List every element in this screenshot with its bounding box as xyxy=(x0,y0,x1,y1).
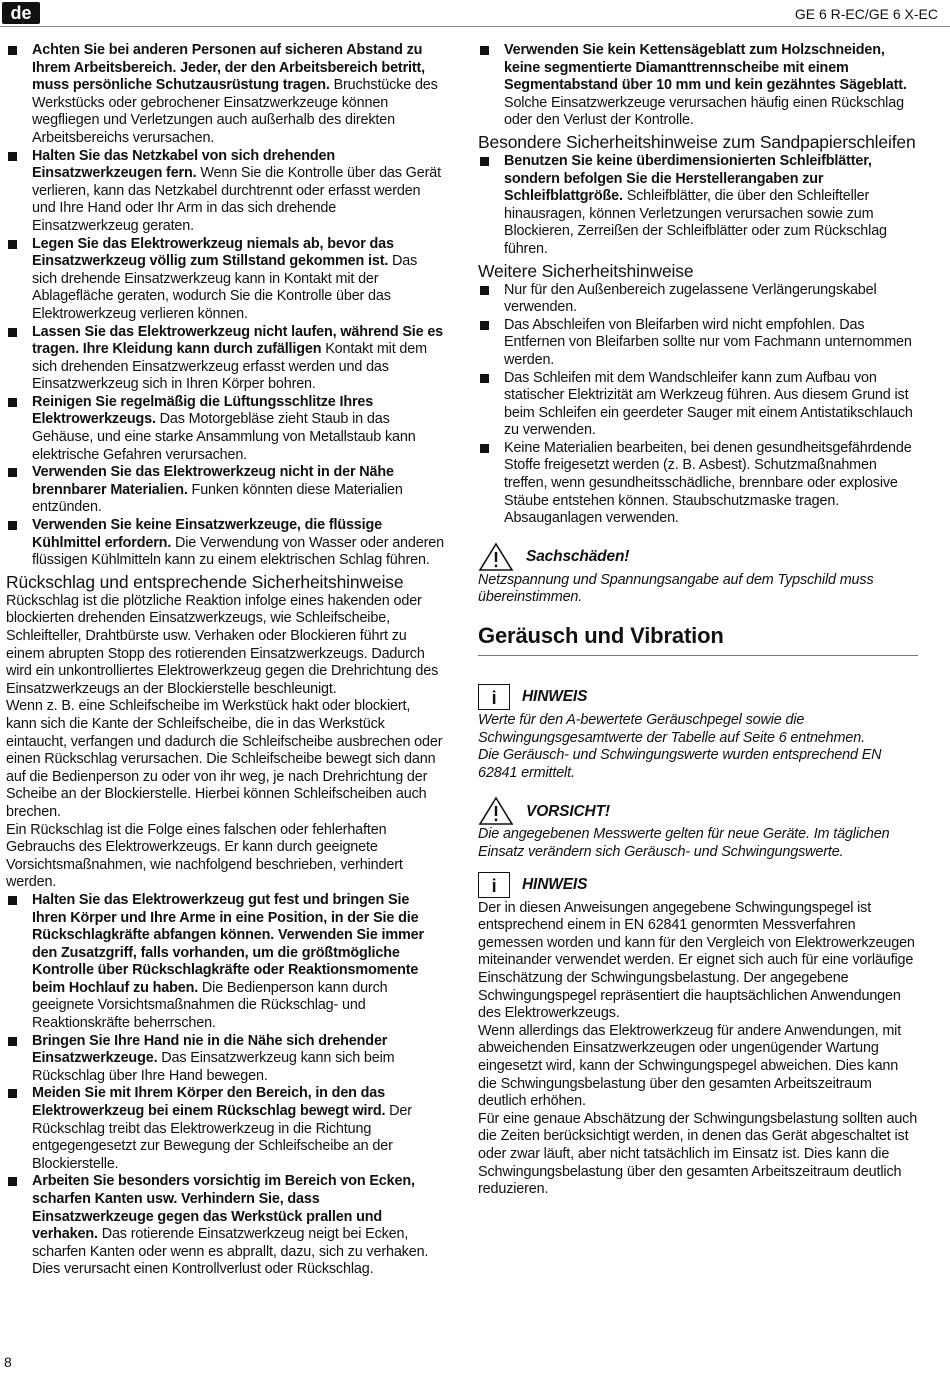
list-item: Achten Sie bei anderen Personen auf sicheren Abstand zu Ihrem Arbeitsbereich. Jeder, der den Arbeitsbereich betritt, muss persönliche Schutzausrüstung tragen. Bruchstücke des Werkstücks oder gebrochener Einsatzwerkzeuge können wegfliegen und Verletzungen auch außerhalb des direkten Arbeitsbereichs verursachen. xyxy=(6,42,444,148)
notice-title: HINWEIS xyxy=(522,688,588,706)
right-column xyxy=(478,42,918,1199)
list-item: Halten Sie das Netzkabel von sich drehenden Einsatzwerkzeugen fern. Wenn Sie die Kontrolle über das Gerät verlieren, kann das Netzkabel durchtrennt oder erfasst werden und Ihre Hand oder Ihr Arm in das sich drehende Einsatzwerkzeug geraten. xyxy=(6,148,444,236)
list-item: Meiden Sie mit Ihrem Körper den Bereich, in den das Elektrowerkzeug bei einem Rückschlag bewegt wird. Der Rückschlag treibt das Elektrowerkzeug in die Richtung entgegengesetzt zur Bewegung der Schleifscheibe an der Blockierstelle. xyxy=(6,1085,444,1173)
sanding-heading: Besondere Sicherheitshinweise zum Sandpapierschleifen xyxy=(478,131,916,152)
list-item: Verwenden Sie kein Kettensägeblatt zum Holzschneiden, keine segmentierte Diamanttrennscheibe mit einem Segmentabstand über 10 mm und kein gezähntes Sägeblatt. Solche Einsatzwerkzeuge verursachen häufig einen Rückschlag oder den Verlust der Kontrolle. xyxy=(478,42,918,130)
bullet-list-left-b xyxy=(6,892,444,1279)
notice-text: Wenn allerdings das Elektrowerkzeug für andere Anwendungen, mit abweichenden Einsatzwerkzeugen oder ungenügender Wartung eingesetzt wird, kann der Schwingungspegel abweichen. Dies kann die Schwingungsbelastung über den gesamten Arbeitszeitraum deutlich erhöhen. xyxy=(478,1022,902,1110)
list-item: Benutzen Sie keine überdimensionierten Schleifblätter, sondern befolgen Sie die Herstellerangaben zur Schleifblattgröße. Schleifblätter, die über den Schleifteller hinausragen, können Verletzungen verursachen sowie zum Blockieren, Zerreißen der Schleifblätter oder zum Rückschlag führen. xyxy=(478,153,918,259)
notice-text: Netzspannung und Spannungsangabe auf dem Typschild muss übereinstimmen. xyxy=(478,571,874,606)
notice-text: Der in diesen Anweisungen angegebene Schwingungspegel ist entsprechend einem in EN 62841 genormten Messverfahren gemessen worden und kann für den Vergleich von Elektrowerkzeugen miteinander verwendet werden. Er eignet sich auch für eine vorläufige Einschätzung der Schwingungsbelastung. Der angegebene Schwingungspegel repräsentiert die hauptsächlichen Anwendungen des Elektrowerkzeugs. xyxy=(478,899,915,1022)
notice-text: Die angegebenen Messwerte gelten für neue Geräte. Im täglichen Einsatz verändern sich Geräusch- und Schwingungswerte. xyxy=(478,826,890,860)
list-item: Verwenden Sie keine Einsatzwerkzeuge, die flüssige Kühlmittel erfordern. Die Verwendung von Wasser oder anderen flüssigen Kühlmitteln kann zu einem elektrischen Schlag führen. xyxy=(6,517,444,570)
list-item: Lassen Sie das Elektrowerkzeug nicht laufen, während Sie es tragen. Ihre Kleidung kann durch zufälligen Kontakt mit dem sich drehenden Einsatzwerkzeug erfasst werden und das Einsatzwerkzeug sich in Ihren Körper bohren. xyxy=(6,324,444,394)
left-column xyxy=(6,42,444,1279)
bullet-list-left-a xyxy=(6,42,444,570)
language-badge: de xyxy=(2,2,40,24)
kickback-paragraph: Rückschlag ist die plötzliche Reaktion infolge eines hakenden oder blockierten drehenden Einsatzwerkzeugs, wie Schleifscheibe, Schleifteller, Drahtbürste usw. Verhaken oder Blockieren führt zu einem abrupten Stopp des rotierenden Einsatzwerkzeugs. Dadurch wird ein unkontrolliertes Elektrowerkzeug gegen die Drehrichtung des Einsatzwerkzeugs an der Blockierstelle beschleunigt. xyxy=(6,592,439,697)
list-item: Verwenden Sie das Elektrowerkzeug nicht in der Nähe brennbarer Materialien. Funken könnten diese Materialien entzünden. xyxy=(6,464,444,517)
bullet-list-right-c xyxy=(478,282,918,528)
notice-text: Für eine genaue Abschätzung der Schwingungsbelastung sollten auch die Zeiten berücksichtigt werden, in denen das Gerät abgeschaltet ist oder zwar läuft, aber nicht tatsächlich im Einsatz ist. Dies kann die Schwingungsbelastung über den gesamten Arbeitszeitraum deutlich reduzieren. xyxy=(478,1110,918,1198)
hint-notice xyxy=(478,870,918,1199)
list-item: Arbeiten Sie besonders vorsichtig im Bereich von Ecken, scharfen Kanten usw. Verhindern Sie, dass Einsatzwerkzeuge gegen das Werkstück prallen und verhaken. Das rotierende Einsatzwerkzeug neigt bei Ecken, scharfen Kanten oder wenn es abprallt, dazu, sich zu verhaken. Dies verursacht einen Kontrollverlust oder Rückschlag. xyxy=(6,1173,444,1279)
warning-triangle-icon xyxy=(478,542,514,572)
hint-notice xyxy=(478,682,918,782)
notice-title: Sachschäden! xyxy=(526,548,630,566)
kickback-paragraph: Wenn z. B. eine Schleifscheibe im Werkstück hakt oder blockiert, kann sich die Kante der Schleifscheibe, die in das Werkstück eintaucht, verfangen und dadurch die Schleifscheibe ausbrechen oder einen Rückschlag verursachen. Die Schleifscheibe bewegt sich dann auf die Bedienperson zu oder von ihr weg, je nach Drehrichtung der Scheibe an der Blockierstelle. Hierbei können Schleifscheiben auch brechen. xyxy=(6,698,443,820)
kickback-paragraph: Ein Rückschlag ist die Folge eines falschen oder fehlerhaften Gebrauchs des Elektrowerkzeugs. Er kann durch geeignete Vorsichtsmaßnahmen, wie nachfolgend beschrieben, verhindert werden. xyxy=(6,821,403,891)
list-item: Das Abschleifen von Bleifarben wird nicht empfohlen. Das Entfernen von Bleifarben sollte nur vom Fachmann unternommen werden. xyxy=(478,317,918,370)
model-title: GE 6 R-EC/GE 6 X-EC xyxy=(794,6,938,22)
caution-notice xyxy=(478,796,918,861)
notice-title: VORSICHT! xyxy=(526,802,610,820)
info-icon: i xyxy=(478,872,510,898)
list-item: Legen Sie das Elektrowerkzeug niemals ab, bevor das Einsatzwerkzeug völlig zum Stillstand gekommen ist. Das sich drehende Einsatzwerkzeug kann in Kontakt mit der Ablagefläche geraten, wodurch Sie die Kontrolle über das Elektrowerkzeug verlieren können. xyxy=(6,236,444,324)
kickback-heading: Rückschlag und entsprechende Sicherheitshinweise xyxy=(6,571,404,592)
noise-vibration-heading: Geräusch und Vibration xyxy=(478,623,918,656)
list-item: Halten Sie das Elektrowerkzeug gut fest und bringen Sie Ihren Körper und Ihre Arme in eine Position, in der Sie die Rückschlagkräfte abfangen können. Verwenden Sie immer den Zusatzgriff, falls vorhanden, um die größtmögliche Kontrolle über Rückschlagkräfte oder Reaktionsmomente beim Hochlauf zu haben. Die Bedienperson kann durch geeignete Vorsichtsmaßnahmen die Rückschlag- und Reaktionskräfte beherrschen. xyxy=(6,892,444,1033)
page-number: 8 xyxy=(4,1354,12,1370)
header-divider xyxy=(0,26,950,27)
property-damage-notice xyxy=(478,542,918,607)
notice-title: HINWEIS xyxy=(522,875,588,893)
bullet-list-right-b xyxy=(478,153,918,259)
bullet-list-right-a xyxy=(478,42,918,130)
further-safety-heading: Weitere Sicherheitshinweise xyxy=(478,260,694,281)
list-item: Reinigen Sie regelmäßig die Lüftungsschlitze Ihres Elektrowerkzeugs. Das Motorgebläse zieht Staub in das Gehäuse, und eine starke Ansammlung von Metallstaub kann elektrische Gefahren verursachen. xyxy=(6,394,444,464)
list-item: Keine Materialien bearbeiten, bei denen gesundheitsgefährdende Stoffe freigesetzt werden (z. B. Asbest). Schutzmaßnahmen treffen, wenn gesundheitsschädliche, brennbare oder explosive Stäube entstehen können. Staubschutzmaske tragen. Absauganlagen verwenden. xyxy=(478,440,918,528)
warning-triangle-icon xyxy=(478,796,514,826)
list-item: Nur für den Außenbereich zugelassene Verlängerungskabel verwenden. xyxy=(478,282,918,317)
info-icon: i xyxy=(478,684,510,710)
list-item: Bringen Sie Ihre Hand nie in die Nähe sich drehender Einsatzwerkzeuge. Das Einsatzwerkzeug kann sich beim Rückschlag über Ihre Hand bewegen. xyxy=(6,1033,444,1086)
notice-text: Werte für den A-bewertete Geräuschpegel sowie die Schwingungsgesamtwerte der Tabelle auf Seite 6 entnehmen. xyxy=(478,712,865,746)
notice-text: Die Geräusch- und Schwingungswerte wurden entsprechend EN 62841 ermittelt. xyxy=(478,747,882,781)
list-item: Das Schleifen mit dem Wandschleifer kann zum Aufbau von statischer Elektrizität am Werkzeug führen. Aus diesem Grund ist beim Schleifen ein geerdeter Sauger mit einem Antistatikschlauch zu verwenden. xyxy=(478,370,918,440)
